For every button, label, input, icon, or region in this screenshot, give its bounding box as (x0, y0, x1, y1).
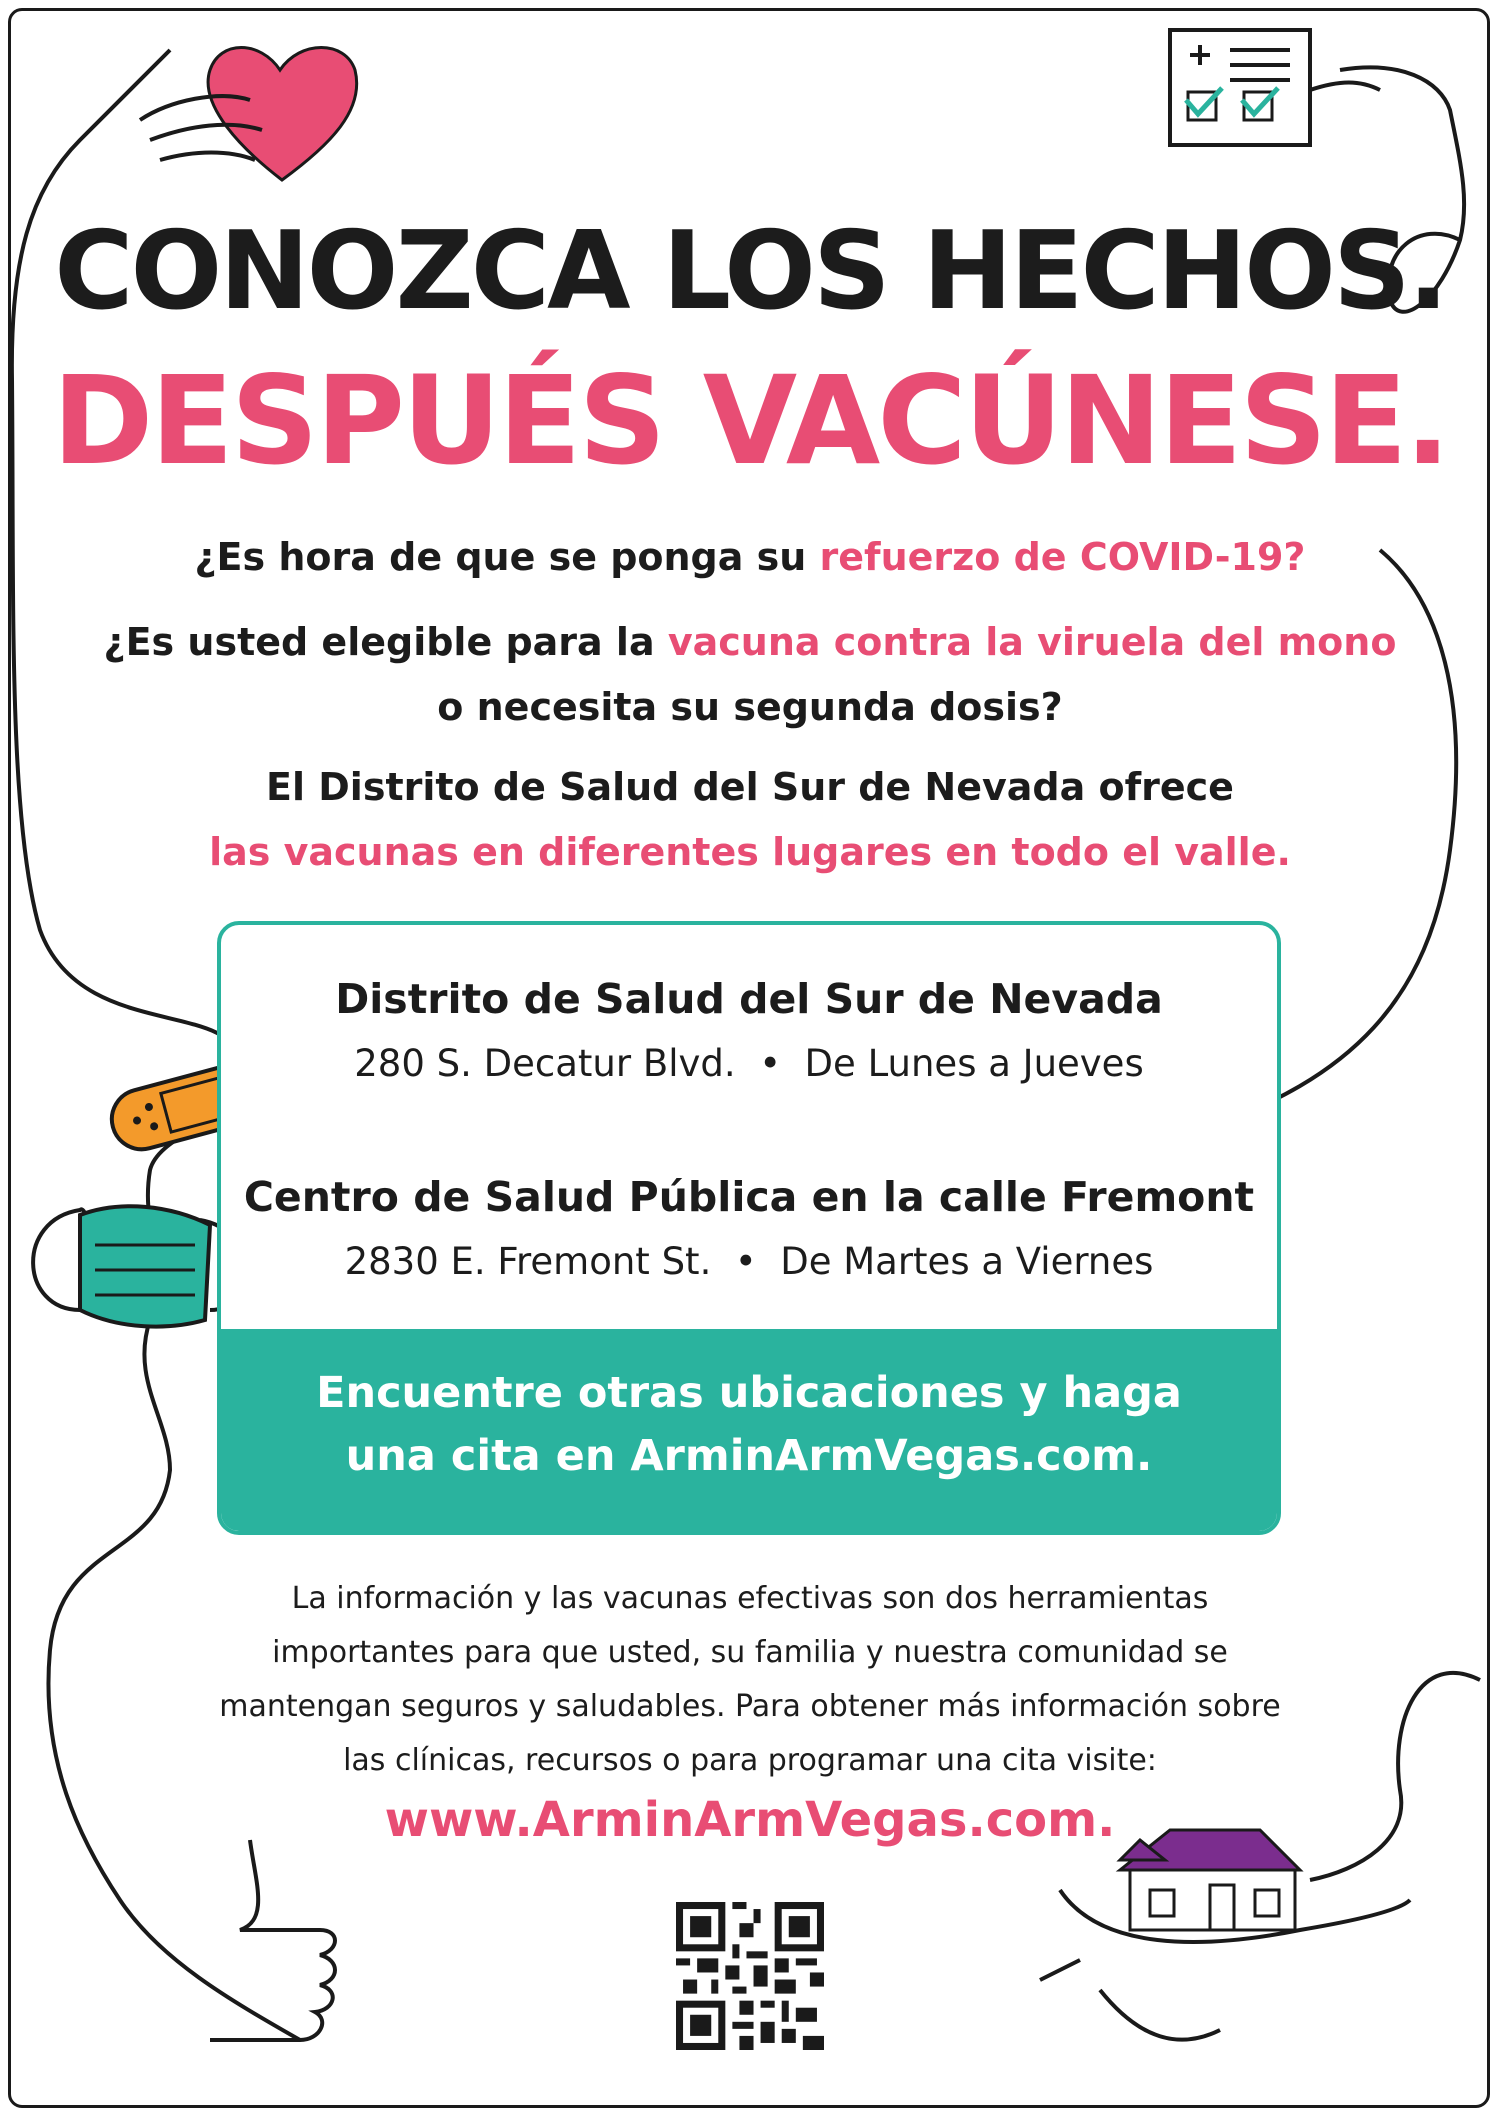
location-1-details (221, 1042, 1277, 1085)
info-paragraph (170, 1572, 1330, 1788)
info-line-2: importantes para que usted, su familia y nuestra comunidad se (272, 1635, 1228, 1670)
location-2-days: De Martes a Viernes (780, 1240, 1154, 1283)
headline-line-2: DESPUÉS VACÚNESE. (52, 350, 1448, 492)
location-1-separator: • (759, 1042, 782, 1085)
info-line-1: La información y las vacunas efectivas son dos herramientas (291, 1581, 1209, 1616)
headline-line-1: CONOZCA LOS HECHOS. (54, 209, 1446, 334)
question-mpox-text: ¿Es usted elegible para la (103, 620, 668, 664)
question-booster-highlight: refuerzo de COVID-19? (819, 535, 1306, 579)
location-1-name: Distrito de Salud del Sur de Nevada (335, 975, 1163, 1023)
location-1-days: De Lunes a Jueves (804, 1042, 1144, 1085)
info-line-4: las clínicas, recursos o para programar una cita visite: (343, 1743, 1157, 1778)
location-2-name: Centro de Salud Pública en la calle Fremont (243, 1173, 1255, 1221)
question-mpox (0, 620, 1500, 666)
question-booster-text: ¿Es hora de que se ponga su (194, 535, 820, 579)
website-link[interactable]: www.ArminArmVegas.com. (384, 1792, 1116, 1848)
question-mpox-highlight: vacuna contra la viruela del mono (667, 620, 1397, 664)
location-2-details (221, 1240, 1277, 1283)
cta-line-1: Encuentre otras ubicaciones y haga (316, 1368, 1182, 1418)
location-2-address: 2830 E. Fremont St. (344, 1240, 712, 1283)
info-line-3: mantengan seguros y saludables. Para obtener más información sobre (219, 1689, 1281, 1724)
qr-code-icon[interactable] (676, 1902, 824, 2050)
location-1-address: 280 S. Decatur Blvd. (354, 1042, 736, 1085)
locations-card (217, 921, 1281, 1535)
cta-band (221, 1329, 1277, 1531)
question-booster (0, 535, 1500, 581)
district-offer-line-1: El Distrito de Salud del Sur de Nevada ofrece (266, 765, 1234, 809)
district-offer-line-2: las vacunas en diferentes lugares en todo el valle. (209, 830, 1291, 874)
question-second-dose: o necesita su segunda dosis? (437, 685, 1063, 729)
location-2-separator: • (734, 1240, 757, 1283)
cta-line-2: una cita en ArminArmVegas.com. (345, 1431, 1153, 1481)
